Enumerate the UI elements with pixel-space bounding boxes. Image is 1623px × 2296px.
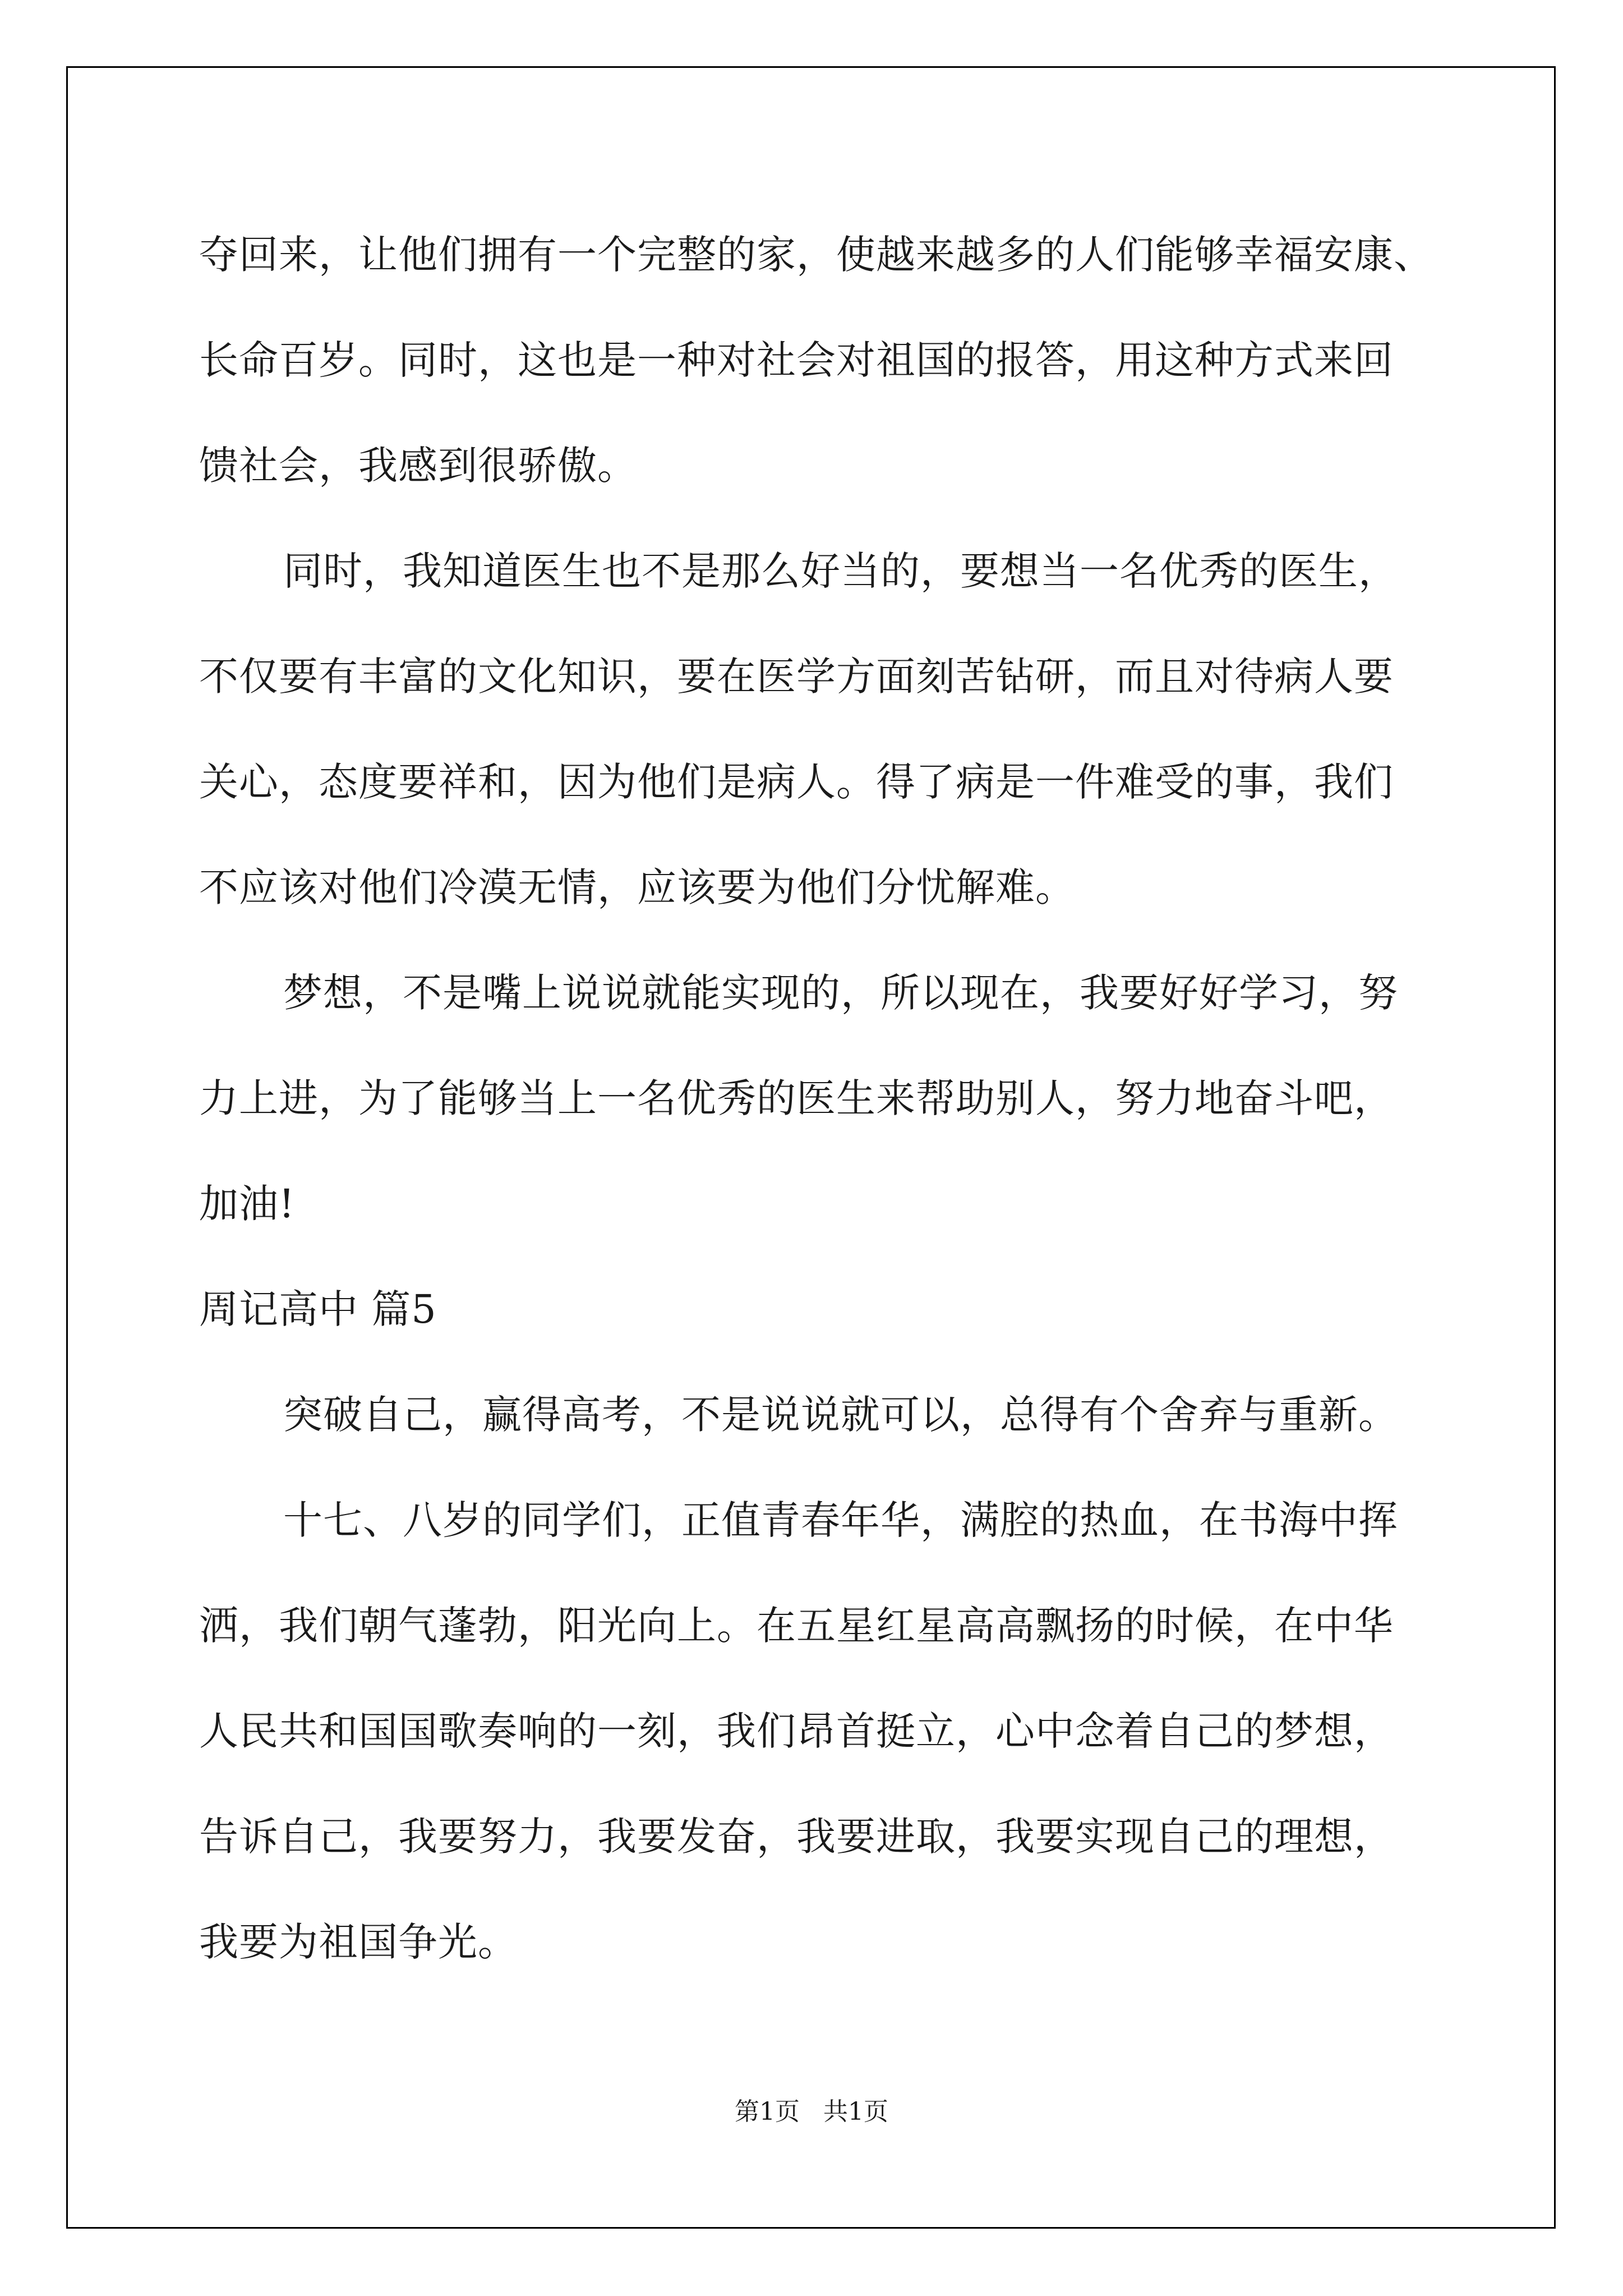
text-line: 夺回来，让他们拥有一个完整的家，使越来越多的人们能够幸福安康、 [199, 232, 1433, 278]
text-line: 人民共和国国歌奏响的一刻，我们昂首挺立，心中念着自己的梦想， [199, 1708, 1394, 1754]
text-line: 关心，态度要祥和，因为他们是病人。得了病是一件难受的事，我们 [199, 759, 1394, 805]
text-line: 长命百岁。同时，这也是一种对社会对祖国的报答，用这种方式来回 [199, 337, 1394, 383]
document-body [199, 202, 1467, 1995]
text-line: 不仅要有丰富的文化知识，要在医学方面刻苦钻研，而且对待病人要 [199, 654, 1394, 700]
page-total: 共1页 [823, 2097, 888, 2126]
text-line: 馈社会，我感到很骄傲。 [199, 443, 637, 489]
text-line: 洒，我们朝气蓬勃，阳光向上。在五星红星高高飘扬的时候，在中华 [199, 1603, 1394, 1649]
text-line: 突破自己，赢得高考，不是说说就可以，总得有个舍弃与重新。 [283, 1392, 1398, 1438]
text-line: 加油! [199, 1181, 296, 1227]
page-footer [0, 2095, 1623, 2129]
page-number: 第1页 [735, 2097, 800, 2126]
section-heading: 周记高中 篇5 [199, 1286, 437, 1332]
text-line: 我要为祖国争光。 [199, 1919, 518, 1965]
text-line: 告诉自己，我要努力，我要发奋，我要进取，我要实现自己的理想， [199, 1814, 1394, 1860]
text-line: 不应该对他们冷漠无情，应该要为他们分忧解难。 [199, 864, 1075, 910]
text-line: 十七、八岁的同学们，正值青春年华，满腔的热血，在书海中挥 [283, 1497, 1398, 1543]
text-line: 同时，我知道医生也不是那么好当的，要想当一名优秀的医生， [283, 548, 1398, 594]
text-line: 力上进，为了能够当上一名优秀的医生来帮助别人，努力地奋斗吧， [199, 1075, 1394, 1121]
text-line: 梦想，不是嘴上说说就能实现的，所以现在，我要好好学习，努 [283, 970, 1398, 1016]
